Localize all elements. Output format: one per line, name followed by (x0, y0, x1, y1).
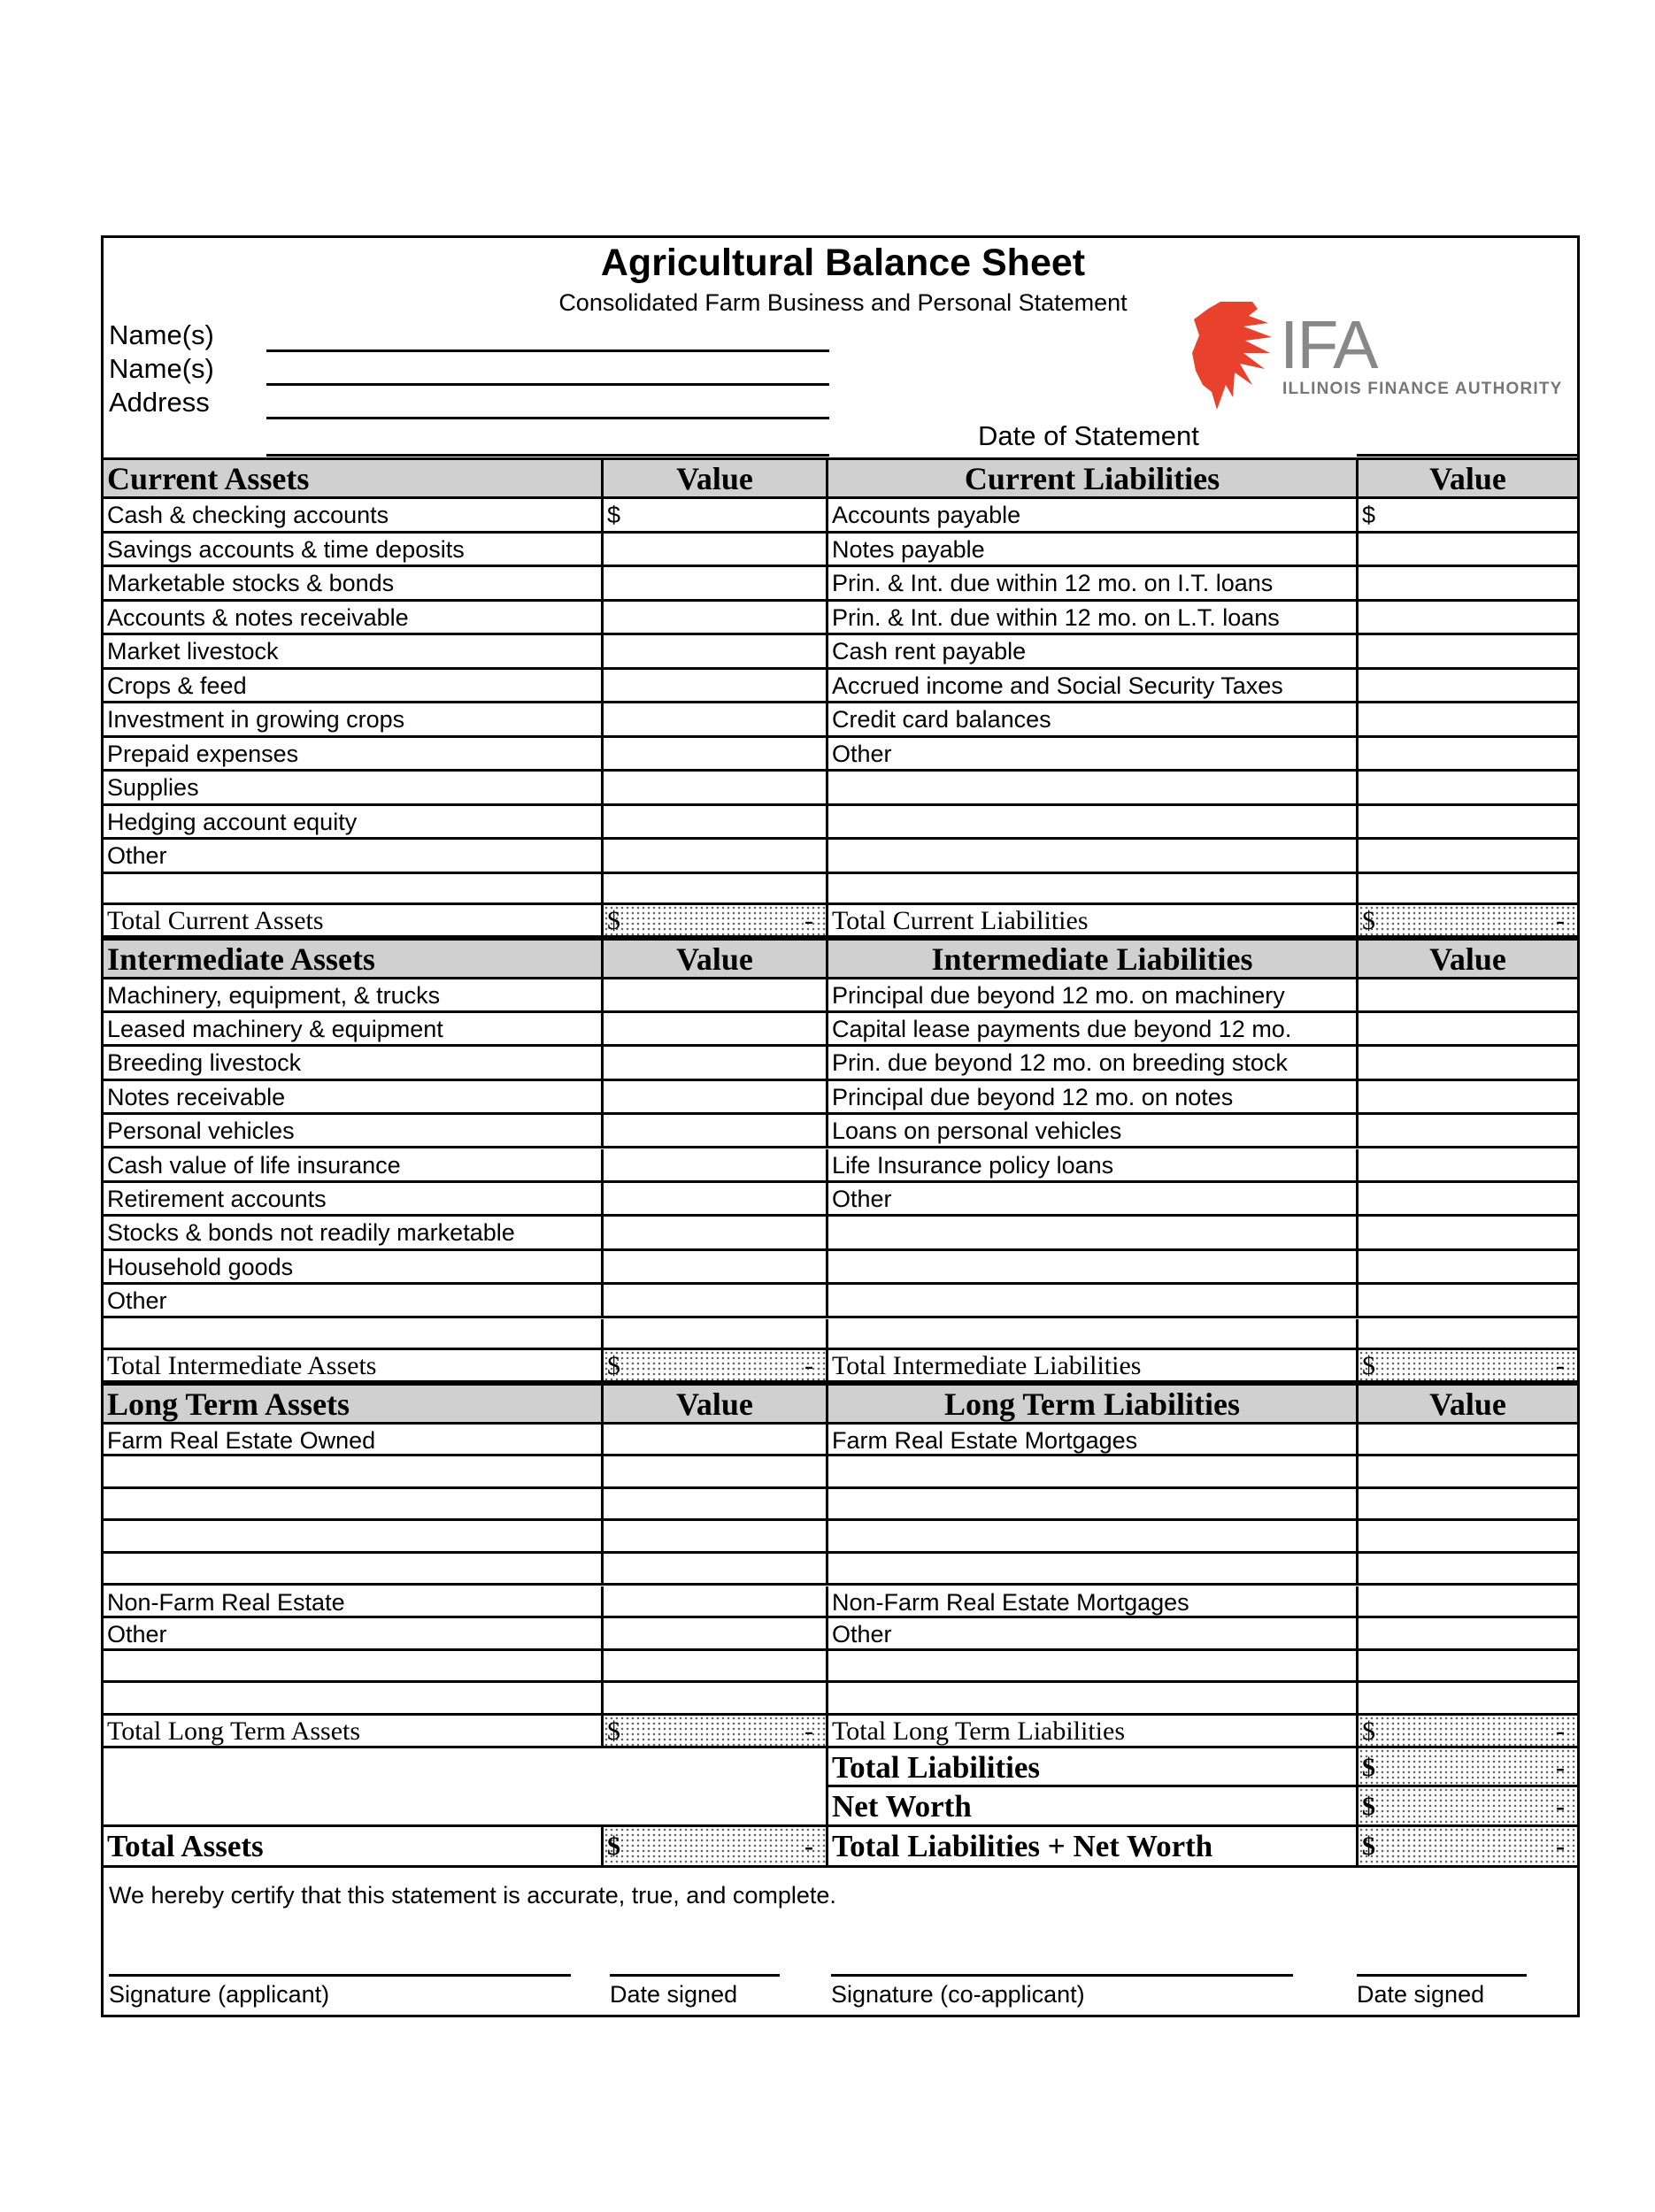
liability-value-input[interactable] (1356, 499, 1577, 531)
asset-value-input[interactable] (601, 840, 826, 872)
liability-label: Loans on personal vehicles (826, 1115, 1356, 1146)
asset-label: Marketable stocks & bonds (107, 570, 395, 596)
liability-label: Notes payable (826, 534, 1356, 565)
liability-label: Accounts payable (826, 499, 1356, 531)
total-assets-value (601, 905, 826, 935)
asset-value-input[interactable] (601, 1456, 826, 1486)
asset-label: Notes receivable (107, 1083, 286, 1110)
liability-label (826, 1251, 1356, 1282)
liability-value-input[interactable] (1356, 1554, 1577, 1584)
asset-label: Personal vehicles (107, 1118, 295, 1145)
asset-label: Hedging account equity (107, 808, 358, 835)
liability-label: Credit card balances (826, 703, 1356, 735)
total-liabilities: Total Liabilities (826, 1748, 1356, 1787)
table-row (104, 1618, 1577, 1651)
asset-value-input[interactable] (601, 1013, 826, 1044)
table-row (104, 840, 1577, 874)
table-row (104, 979, 1577, 1013)
asset-label (104, 1489, 601, 1519)
liability-value-input[interactable] (1356, 979, 1577, 1010)
table-row (104, 1521, 1577, 1554)
total-assets-label: Total Intermediate Assets (107, 1350, 377, 1380)
currency-symbol: $ (1362, 1791, 1375, 1821)
date-signed-line-1[interactable] (610, 1974, 780, 1977)
table-row (104, 635, 1577, 670)
liability-label (826, 806, 1356, 838)
asset-label: Market livestock (107, 638, 279, 664)
liability-label: Capital lease payments due beyond 12 mo. (826, 1013, 1356, 1044)
total-assets-label: Total Current Assets (107, 905, 324, 935)
zero-dash: - (804, 1350, 813, 1380)
name-field-1[interactable] (266, 349, 829, 352)
zero-dash: - (804, 905, 813, 935)
asset-label: Other (107, 842, 167, 869)
section-header-liabilities: Long Term Liabilities (826, 1386, 1356, 1422)
name-field-2[interactable] (266, 383, 829, 386)
liability-label: Prin. due beyond 12 mo. on breeding stock (826, 1047, 1356, 1078)
asset-label: Leased machinery & equipment (107, 1015, 443, 1042)
total-liabilities-value (1356, 905, 1577, 935)
liability-label: Prin. & Int. due within 12 mo. on I.T. loans (826, 567, 1356, 599)
currency-symbol: $ (1362, 1350, 1375, 1380)
liability-value-input[interactable] (1356, 1183, 1577, 1214)
value-header: Value (601, 941, 826, 977)
asset-value-input[interactable] (601, 534, 826, 565)
ifa-logo-org: ILLINOIS FINANCE AUTHORITY (1282, 380, 1563, 398)
liability-label: Other (826, 738, 1356, 770)
table-row (104, 567, 1577, 602)
value-header: Value (1356, 941, 1577, 977)
table-row (104, 1183, 1577, 1217)
asset-label (104, 874, 601, 902)
table-row (104, 1683, 1577, 1716)
table-row (104, 1285, 1577, 1318)
date-of-statement-label: Date of Statement (978, 420, 1199, 451)
total-liabilities-net-worth: Total Liabilities + Net Worth (826, 1827, 1356, 1865)
page-title: Agricultural Balance Sheet (600, 242, 1086, 284)
liability-label: Principal due beyond 12 mo. on notes (826, 1081, 1356, 1112)
liability-value-input[interactable] (1356, 874, 1577, 902)
section-header-liabilities: Current Liabilities (826, 460, 1356, 496)
zero-dash: - (1556, 1791, 1565, 1821)
asset-value-input[interactable] (601, 670, 826, 702)
total-row (104, 905, 1577, 938)
ifa-logo-icon (1190, 300, 1275, 411)
asset-label: Breeding livestock (107, 1049, 302, 1077)
liability-value-input[interactable] (1356, 1217, 1577, 1248)
table-row (104, 738, 1577, 772)
certification-text: We hereby certify that this statement is accurate, true, and complete. (109, 1882, 836, 1909)
table-row (104, 1081, 1577, 1115)
liability-value-input[interactable] (1356, 1251, 1577, 1282)
asset-value-input[interactable] (601, 1319, 826, 1348)
asset-value-input[interactable] (601, 1047, 826, 1078)
liability-label: Life Insurance policy loans (826, 1149, 1356, 1180)
asset-value-input[interactable] (601, 602, 826, 634)
liability-label: Cash rent payable (826, 635, 1356, 667)
table-row (104, 534, 1577, 568)
liability-label (826, 1456, 1356, 1486)
total-liabilities-value (1356, 1716, 1577, 1746)
table-row (104, 1456, 1577, 1489)
liability-value-input[interactable] (1356, 1319, 1577, 1348)
currency-symbol: $ (1362, 502, 1376, 528)
asset-label: Non-Farm Real Estate (107, 1588, 345, 1616)
zero-dash: - (1556, 1752, 1565, 1782)
liability-value-input[interactable] (1356, 1651, 1577, 1681)
total-assets-grand-value (601, 1827, 826, 1865)
liability-label (826, 772, 1356, 803)
asset-value-input[interactable] (601, 1618, 826, 1648)
longterm-header-row (104, 1383, 1577, 1425)
total-liabilities-label: Total Current Liabilities (826, 905, 1356, 935)
asset-label: Investment in growing crops (107, 706, 405, 733)
asset-value-input[interactable] (601, 703, 826, 735)
asset-label: Savings accounts & time deposits (107, 535, 465, 563)
liability-label: Other (826, 1183, 1356, 1214)
name-label-2: Name(s) (109, 353, 214, 384)
liability-value-input[interactable] (1356, 1521, 1577, 1551)
balance-sheet-form (101, 235, 1580, 2017)
asset-value-input[interactable] (601, 979, 826, 1010)
asset-label: Other (107, 1287, 167, 1315)
liability-label (826, 840, 1356, 872)
total-row (104, 1350, 1577, 1383)
section-header-assets: Current Assets (107, 461, 310, 496)
asset-label: Retirement accounts (107, 1185, 327, 1212)
table-row (104, 1319, 1577, 1350)
zero-dash: - (1556, 905, 1565, 935)
total-liabilities-label: Total Long Term Liabilities (826, 1716, 1356, 1746)
asset-value-input[interactable] (601, 772, 826, 803)
table-row (104, 1651, 1577, 1684)
summary-row (104, 1827, 1577, 1868)
section-header-assets: Intermediate Assets (107, 941, 375, 977)
total-assets-grand-label: Total Assets (107, 1828, 264, 1863)
asset-value-input[interactable] (601, 499, 826, 531)
liability-label: Accrued income and Social Security Taxes (826, 670, 1356, 702)
asset-value-input[interactable] (601, 1149, 826, 1180)
asset-label: Cash value of life insurance (107, 1151, 401, 1179)
asset-label: Prepaid expenses (107, 740, 299, 767)
liability-value-input[interactable] (1356, 1425, 1577, 1455)
date-signed-label-2: Date signed (1357, 1981, 1485, 2008)
liability-value-input[interactable] (1356, 602, 1577, 634)
asset-value-input[interactable] (601, 1651, 826, 1681)
asset-label (104, 1521, 601, 1551)
liability-label: Prin. & Int. due within 12 mo. on L.T. loans (826, 602, 1356, 634)
section-header-assets: Long Term Assets (107, 1386, 350, 1422)
currency-symbol: $ (607, 905, 620, 935)
total-assets-label: Total Long Term Assets (107, 1716, 361, 1746)
applicant-signature-label: Signature (applicant) (109, 1981, 330, 2008)
currency-symbol: $ (1362, 1716, 1375, 1746)
liability-value-input[interactable] (1356, 703, 1577, 735)
currency-symbol: $ (1362, 1831, 1375, 1861)
zero-dash: - (804, 1831, 813, 1861)
liability-label: Non-Farm Real Estate Mortgages (826, 1586, 1356, 1617)
liability-label: Other (826, 1618, 1356, 1648)
table-row (104, 499, 1577, 534)
address-field[interactable] (266, 417, 829, 419)
zero-dash: - (1556, 1350, 1565, 1380)
table-row (104, 1115, 1577, 1148)
liability-label (826, 1489, 1356, 1519)
summary-row (104, 1787, 1577, 1827)
liability-value-input[interactable] (1356, 840, 1577, 872)
asset-label: Supplies (107, 774, 199, 801)
table-row (104, 772, 1577, 806)
liability-value-input[interactable] (1356, 1586, 1577, 1617)
summary-row (104, 1748, 1577, 1787)
table-row (104, 670, 1577, 704)
table-row (104, 1554, 1577, 1586)
table-row (104, 1149, 1577, 1183)
value-header: Value (1356, 1386, 1577, 1422)
asset-label: Farm Real Estate Owned (107, 1426, 376, 1454)
intermediate-header-row (104, 938, 1577, 979)
liability-value-input[interactable] (1356, 1047, 1577, 1078)
currency-symbol: $ (1362, 1752, 1375, 1782)
value-header: Value (1356, 460, 1577, 496)
date-of-statement-field[interactable] (1357, 454, 1580, 457)
total-liabilities-value (1356, 1748, 1577, 1787)
table-row (104, 1586, 1577, 1619)
ifa-logo-mark: IFA (1280, 307, 1377, 383)
liability-value-input[interactable] (1356, 1285, 1577, 1316)
liability-label (826, 1217, 1356, 1248)
liability-value-input[interactable] (1356, 1149, 1577, 1180)
table-row (104, 806, 1577, 841)
liability-value-input[interactable] (1356, 534, 1577, 565)
asset-label: Crops & feed (107, 672, 247, 699)
liability-value-input[interactable] (1356, 635, 1577, 667)
zero-dash: - (1556, 1831, 1565, 1861)
zero-dash: - (804, 1716, 813, 1746)
asset-value-input[interactable] (601, 1251, 826, 1282)
value-header: Value (601, 460, 826, 496)
asset-value-input[interactable] (601, 1586, 826, 1617)
liability-label (826, 1521, 1356, 1551)
liability-label (826, 1651, 1356, 1681)
liability-label (826, 1319, 1356, 1348)
liability-value-input[interactable] (1356, 567, 1577, 599)
asset-label: Other (107, 1621, 167, 1648)
table-row (104, 1251, 1577, 1285)
name-label-1: Name(s) (109, 319, 214, 350)
currency-symbol: $ (607, 1831, 620, 1861)
table-row (104, 874, 1577, 905)
currency-symbol: $ (607, 502, 621, 528)
address-label: Address (109, 387, 210, 418)
liability-value-input[interactable] (1356, 1456, 1577, 1486)
liability-value-input[interactable] (1356, 1115, 1577, 1146)
liability-label (826, 1683, 1356, 1713)
asset-value-input[interactable] (601, 1521, 826, 1551)
total-assets-value (601, 1716, 826, 1746)
table-row (104, 1217, 1577, 1250)
value-header: Value (601, 1386, 826, 1422)
asset-value-input[interactable] (601, 635, 826, 667)
liability-label: Principal due beyond 12 mo. on machinery (826, 979, 1356, 1010)
net-worth-value (1356, 1787, 1577, 1824)
asset-value-input[interactable] (601, 1425, 826, 1455)
table-row (104, 1013, 1577, 1047)
asset-value-input[interactable] (601, 1183, 826, 1214)
liability-label: Farm Real Estate Mortgages (826, 1425, 1356, 1455)
liability-label (826, 1285, 1356, 1316)
address-field-2[interactable] (266, 454, 829, 457)
asset-label: Machinery, equipment, & trucks (107, 981, 441, 1009)
asset-label: Accounts & notes receivable (107, 603, 409, 631)
asset-value-input[interactable] (601, 1554, 826, 1584)
asset-value-input[interactable] (601, 1285, 826, 1316)
asset-label (104, 1651, 601, 1681)
table-row (104, 703, 1577, 738)
asset-label: Stocks & bonds not readily marketable (107, 1219, 515, 1247)
liability-label (826, 1554, 1356, 1584)
asset-value-input[interactable] (601, 567, 826, 599)
table-row (104, 1047, 1577, 1080)
page-subtitle: Consolidated Farm Business and Personal Statement (558, 289, 1128, 316)
asset-value-input[interactable] (601, 738, 826, 770)
coapplicant-signature-line[interactable] (831, 1974, 1293, 1977)
currency-symbol: $ (1362, 905, 1375, 935)
total-liabilities-value (1356, 1350, 1577, 1380)
liability-value-input[interactable] (1356, 1489, 1577, 1519)
current-header-row (104, 457, 1577, 499)
liability-value-input[interactable] (1356, 772, 1577, 803)
liability-value-input[interactable] (1356, 1618, 1577, 1648)
liability-value-input[interactable] (1356, 670, 1577, 702)
currency-symbol: $ (607, 1716, 620, 1746)
asset-value-input[interactable] (601, 1683, 826, 1713)
date-signed-label-1: Date signed (610, 1981, 738, 2008)
table-row (104, 1425, 1577, 1457)
total-assets-value (601, 1350, 826, 1380)
table-row (104, 602, 1577, 636)
total-liabilities-net-worth-value (1356, 1827, 1577, 1865)
liability-value-input[interactable] (1356, 738, 1577, 770)
total-row (104, 1716, 1577, 1748)
applicant-signature-line[interactable] (109, 1974, 571, 1977)
currency-symbol: $ (607, 1350, 620, 1380)
asset-label: Household goods (107, 1253, 294, 1280)
table-row (104, 1489, 1577, 1522)
zero-dash: - (1556, 1716, 1565, 1746)
liability-value-input[interactable] (1356, 1081, 1577, 1112)
section-header-liabilities: Intermediate Liabilities (826, 941, 1356, 977)
asset-value-input[interactable] (601, 1115, 826, 1146)
total-liabilities-label: Total Intermediate Liabilities (826, 1350, 1356, 1380)
coapplicant-signature-label: Signature (co-applicant) (831, 1981, 1085, 2008)
asset-label (104, 1683, 601, 1713)
liability-value-input[interactable] (1356, 1683, 1577, 1713)
date-signed-line-2[interactable] (1357, 1974, 1527, 1977)
asset-label: Cash & checking accounts (107, 502, 389, 528)
asset-value-input[interactable] (601, 874, 826, 902)
asset-value-input[interactable] (601, 1081, 826, 1112)
liability-value-input[interactable] (1356, 1013, 1577, 1044)
asset-value-input[interactable] (601, 806, 826, 838)
asset-label (104, 1319, 601, 1348)
liability-label (826, 874, 1356, 902)
asset-label (104, 1554, 601, 1584)
asset-value-input[interactable] (601, 1489, 826, 1519)
net-worth: Net Worth (826, 1787, 1356, 1824)
asset-value-input[interactable] (601, 1217, 826, 1248)
liability-value-input[interactable] (1356, 806, 1577, 838)
asset-label (104, 1456, 601, 1486)
